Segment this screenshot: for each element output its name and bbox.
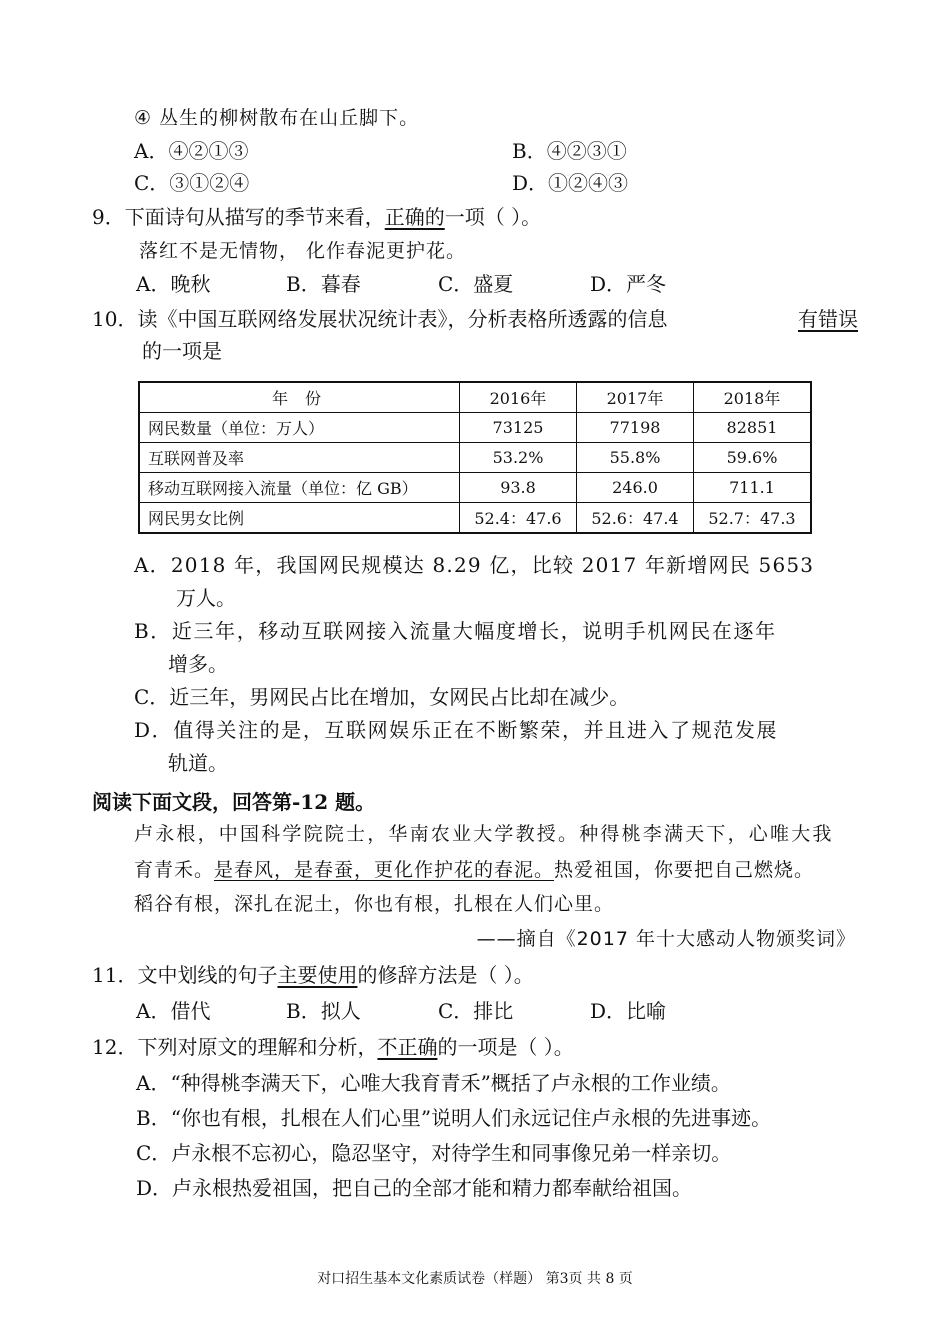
table-cell: 77198 <box>577 413 694 443</box>
table-row <box>139 503 811 534</box>
passage-line-3: 稻谷有根，深扎在泥土，你也有根，扎根在人们心里。 <box>134 893 615 915</box>
q11-option-a: A．借代 <box>136 999 211 1023</box>
q11-option-b: B．拟人 <box>286 999 361 1023</box>
table-cell: 82851 <box>694 413 812 443</box>
q12-stem-suffix: 的一项是（ ）。 <box>437 1035 574 1059</box>
q8-option-c: C．③①②④ <box>134 171 250 195</box>
passage-line-2 <box>134 856 814 884</box>
table-cell: 52.7：47.3 <box>694 503 812 534</box>
q12-stem-prefix: 12．下列对原文的理解和分析， <box>92 1035 378 1059</box>
q10-option-b: B．近三年，移动互联网接入流量大幅度增长，说明手机网民在逐年 <box>134 619 777 643</box>
table-cell: 52.6：47.4 <box>577 503 694 534</box>
q10-stem-underlined: 有错误 <box>798 307 858 331</box>
q10-stem-line-2: 的一项是 <box>142 339 222 363</box>
q9-stem-suffix: 一项（ ）。 <box>444 205 542 229</box>
q8-option-a: A．④②①③ <box>134 139 249 163</box>
table-row <box>139 413 811 443</box>
q10-option-b-cont: 增多。 <box>168 652 228 676</box>
passage-line-1: 卢永根，中国科学院院士，华南农业大学教授。种得桃李满天下，心唯大我 <box>134 823 834 845</box>
table-row <box>139 443 811 473</box>
table-cell: 网民数量（单位：万人） <box>139 413 460 443</box>
q11-stem-prefix: 11．文中划线的句子 <box>92 963 278 987</box>
table-header-cell: 2017年 <box>577 382 694 413</box>
q11-stem <box>92 961 534 989</box>
q10-stem <box>92 305 858 333</box>
q12-stem <box>92 1033 574 1061</box>
q9-option-c: C．盛夏 <box>438 272 514 296</box>
table-cell: 246.0 <box>577 473 694 503</box>
table-cell: 711.1 <box>694 473 812 503</box>
q12-stem-underlined: 不正确 <box>377 1035 438 1059</box>
q9-option-d: D．严冬 <box>590 272 667 296</box>
q12-option-c: C．卢永根不忘初心，隐忍坚守，对待学生和同事像兄弟一样亲切。 <box>136 1141 732 1165</box>
q10-option-d-cont: 轨道。 <box>168 751 228 775</box>
table-cell: 55.8% <box>577 443 694 473</box>
q11-option-d: D．比喻 <box>590 999 667 1023</box>
q9-option-b: B．暮春 <box>286 272 361 296</box>
passage-source: ——摘自《2017 年十大感动人物颁奖词》 <box>476 928 856 950</box>
q11-stem-suffix: 的修辞方法是（ ）。 <box>357 963 534 987</box>
q10-option-a: A．2018 年，我国网民规模达 8.29 亿，比较 2017 年新增网民 5653 <box>134 553 815 577</box>
table-header-cell: 2016年 <box>460 382 577 413</box>
q8-option-b: B．④②③① <box>512 139 627 163</box>
passage-line-2-start: 育青禾。 <box>134 859 215 881</box>
q8-option-d: D．①②④③ <box>512 171 629 195</box>
q9-stem <box>92 203 541 231</box>
internet-statistics-table <box>138 381 812 534</box>
table-header-row <box>139 382 811 413</box>
q11-stem-underlined: 主要使用 <box>277 963 358 987</box>
q12-option-d: D．卢永根热爱祖国，把自己的全部才能和精力都奉献给祖国。 <box>136 1176 693 1200</box>
q9-option-a: A．晚秋 <box>136 272 211 296</box>
table-cell: 52.4：47.6 <box>460 503 577 534</box>
table-cell: 93.8 <box>460 473 577 503</box>
table-header-cell: 年 份 <box>139 382 460 413</box>
table-cell: 59.6% <box>694 443 812 473</box>
passage-line-2-end: 热爱祖国，你要把自己燃烧。 <box>554 859 815 881</box>
reading-heading: 阅读下面文段，回答第-12 题。 <box>92 790 376 814</box>
q10-option-d: D．值得关注的是，互联网娱乐正在不断繁荣，并且进入了规范发展 <box>134 718 779 742</box>
table-cell: 互联网普及率 <box>139 443 460 473</box>
table-row <box>139 473 811 503</box>
q10-option-a-cont: 万人。 <box>176 586 236 610</box>
q12-option-a: A．“种得桃李满天下，心唯大我育青禾”概括了卢永根的工作业绩。 <box>136 1071 731 1095</box>
table-cell: 53.2% <box>460 443 577 473</box>
table-cell: 73125 <box>460 413 577 443</box>
q10-option-c: C．近三年，男网民占比在增加，女网民占比却在减少。 <box>134 685 630 709</box>
table-cell: 网民男女比例 <box>139 503 460 534</box>
table-cell: 移动互联网接入流量（单位：亿 GB） <box>139 473 460 503</box>
q8-line-4: ④ 丛生的柳树散布在山丘脚下。 <box>134 107 420 129</box>
page-footer: 对口招生基本文化素质试卷（样题） 第3页 共 8 页 <box>317 1271 633 1287</box>
q9-stem-underlined: 正确的 <box>384 205 445 229</box>
q9-poem: 落红不是无情物， 化作春泥更护花。 <box>139 240 467 262</box>
table-header-cell: 2018年 <box>694 382 812 413</box>
q11-option-c: C．排比 <box>438 999 514 1023</box>
q10-stem-prefix: 10．读《中国互联网络发展状况统计表》，分析表格所透露的信息 <box>92 307 668 331</box>
q9-stem-prefix: 9．下面诗句从描写的季节来看， <box>92 205 385 229</box>
passage-underlined-sentence: 是春风，是春蚕，更化作护花的春泥。 <box>214 859 555 881</box>
q12-option-b: B．“你也有根，扎根在人们心里”说明人们永远记住卢永根的先进事迹。 <box>136 1106 772 1130</box>
